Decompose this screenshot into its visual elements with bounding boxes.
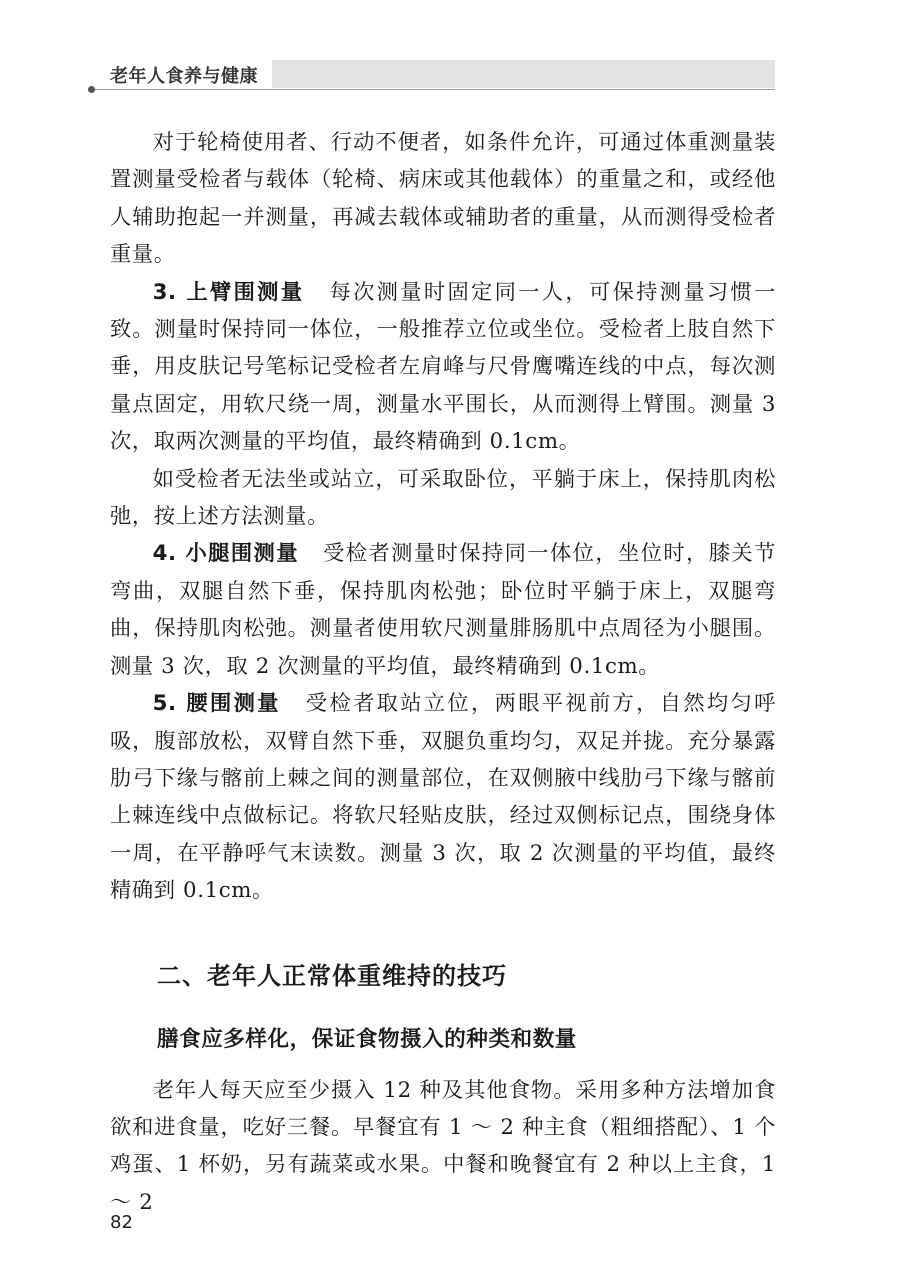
header-rule	[92, 89, 775, 90]
page-number: 82	[110, 1212, 133, 1233]
section-title: 二、老年人正常体重维持的技巧	[157, 960, 507, 990]
body-waist: 受检者取站立位，两眼平视前方，自然均匀呼吸，腹部放松，双臂自然下垂，双腿负重均匀，双足并拢。充分暴露肋弓下缘与髂前上棘之间的测量部位，在双侧腋中线肋弓下缘与髂前上棘连线中点做标记。将软尺轻贴皮肤，经过双侧标记点，围绕身体一周，在平静呼气末读数。测量 3 次，取 2 次测量的平均值，最终精确到 0.1cm。	[110, 691, 776, 904]
paragraph-upper-arm	[110, 274, 776, 461]
header-gray-bar	[272, 60, 775, 88]
header-dot-ornament	[88, 86, 95, 93]
paragraph-diet-variety: 老年人每天应至少摄入 12 种及其他食物。采用多种方法增加食欲和进食量，吃好三餐。早餐宜有 1 ～ 2 种主食（粗细搭配）、1 个鸡蛋、1 杯奶，另有蔬菜或水果。中餐和晚餐宜有 2 种以上主食，1 ～ 2	[110, 1077, 776, 1215]
body-upper-arm: 每次测量时固定同一人，可保持测量习惯一致。测量时保持同一体位，一般推荐立位或坐位。受检者上肢自然下垂，用皮肤记号笔标记受检者左肩峰与尺骨鹰嘴连线的中点，每次测量点固定，用软尺绕一周，测量水平围长，从而测得上臂围。测量 3 次，取两次测量的平均值，最终精确到 0.1cm。	[110, 279, 777, 455]
page-body	[110, 124, 776, 1221]
heading-waist: 5. 腰围测量	[152, 691, 281, 717]
heading-upper-arm: 3. 上臂围测量	[152, 279, 305, 305]
running-header-title: 老年人食养与健康	[110, 66, 258, 87]
paragraph-wheelchair-weighing: 对于轮椅使用者、行动不便者，如条件允许，可通过体重测量装置测量受检者与载体（轮椅、病床或其他载体）的重量之和，或经他人辅助抱起一并测量，再减去载体或辅助者的重量，从而测得受检者重量。	[110, 130, 776, 268]
heading-calf: 4. 小腿围测量	[152, 541, 299, 567]
subsection-title: 膳食应多样化，保证食物摄入的种类和数量	[157, 1026, 577, 1052]
body-calf: 受检者测量时保持同一体位，坐位时，膝关节弯曲，双腿自然下垂，保持肌肉松弛；卧位时平躺于床上，双腿弯曲，保持肌肉松弛。测量者使用软尺测量腓肠肌中点周径为小腿围。测量 3 次，取 2 次测量的平均值，最终精确到 0.1cm。	[110, 541, 776, 679]
running-header	[92, 58, 775, 90]
paragraph-lying-position: 如受检者无法坐或站立，可采取卧位，平躺于床上，保持肌肉松弛，按上述方法测量。	[110, 466, 776, 530]
paragraph-calf	[110, 535, 776, 685]
paragraph-waist	[110, 685, 776, 909]
